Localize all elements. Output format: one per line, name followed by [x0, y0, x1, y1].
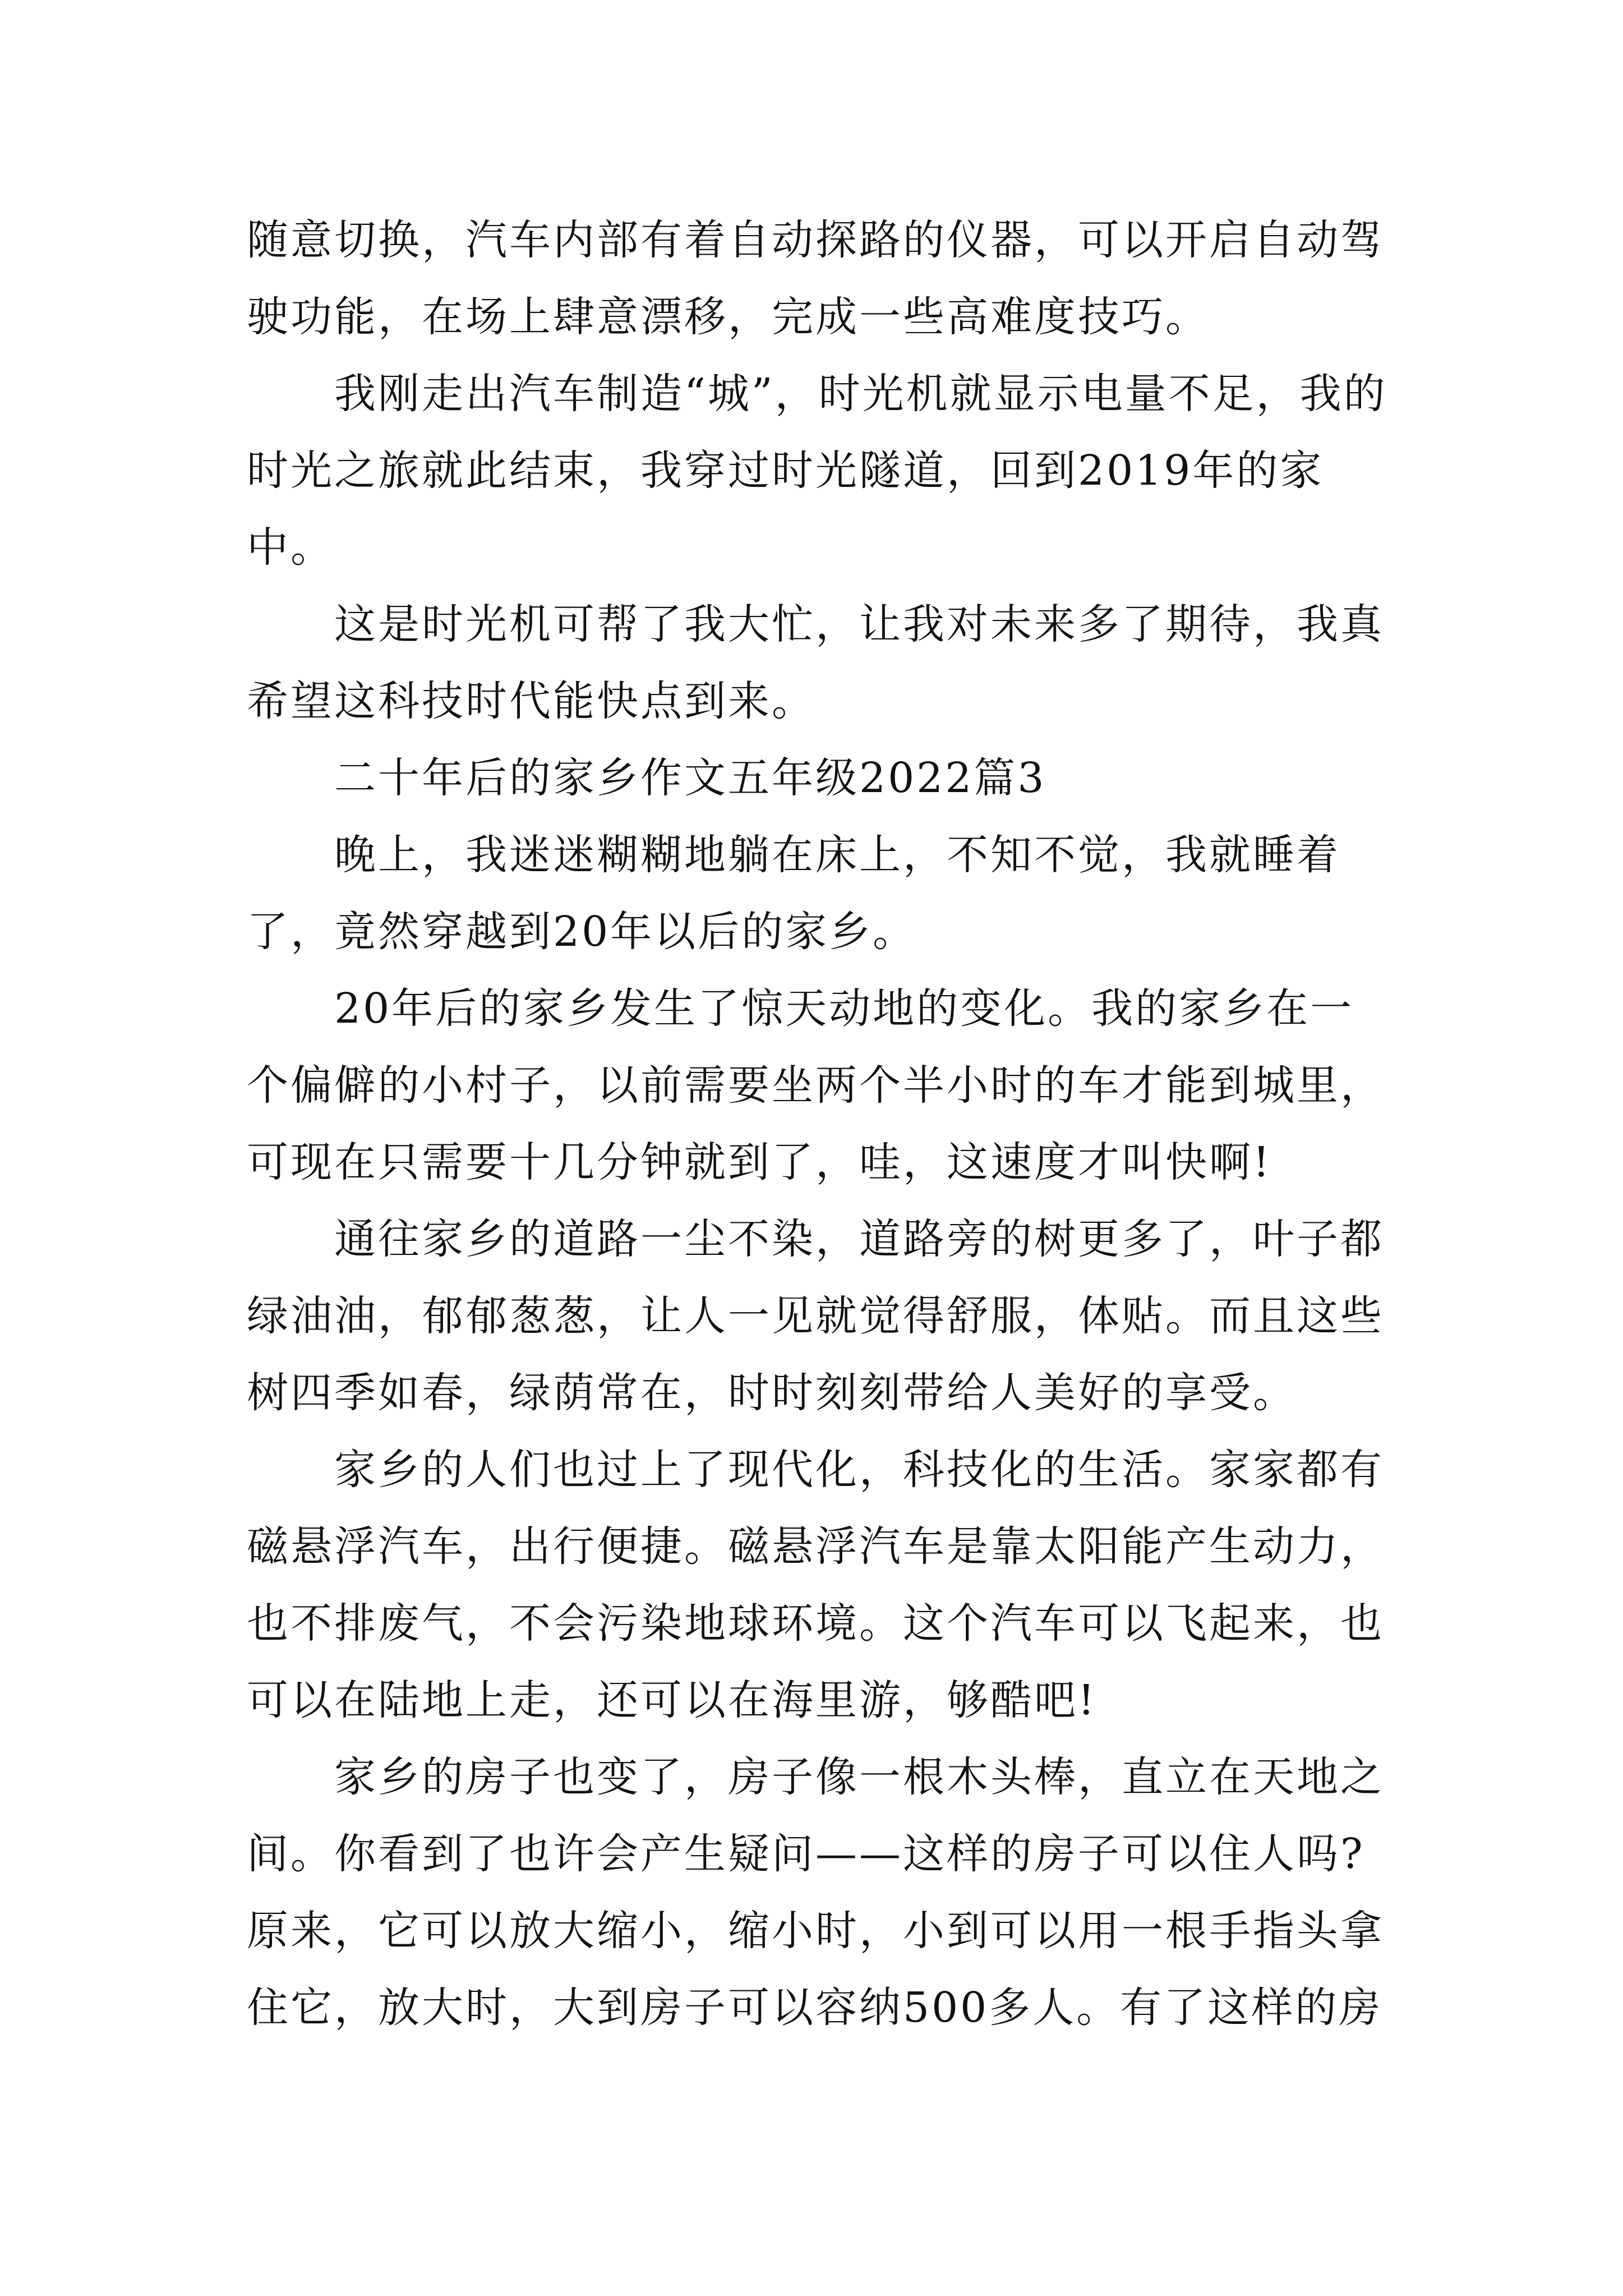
paragraph: 我刚走出汽车制造“城”，时光机就显示电量不足，我的时光之旅就此结束，我穿过时光隧道，回到2019年的家中。: [247, 370, 1387, 572]
section-heading: 二十年后的家乡作文五年级2022篇3: [334, 754, 1046, 802]
paragraph: 家乡的房子也变了，房子像一根木头棒，直立在天地之间。你看到了也许会产生疑问——这样的房子可以住人吗?原来，它可以放大缩小，缩小时，小到可以用一根手指头拿住它，放大时，大到房子可以容纳500多人。有了这样的房: [247, 1753, 1384, 2032]
paragraph: 20年后的家乡发生了惊天动地的变化。我的家乡在一个偏僻的小村子，以前需要坐两个半小时的车才能到城里，可现在只需要十几分钟就到了，哇，这速度才叫快啊!: [247, 984, 1384, 1186]
paragraph: 通往家乡的道路一尘不染，道路旁的树更多了，叶子都绿油油，郁郁葱葱，让人一见就觉得舒服，体贴。而且这些树四季如春，绿荫常在，时时刻刻带给人美好的享受。: [247, 1215, 1384, 1417]
document-body: [247, 202, 1391, 2046]
paragraph: 随意切换，汽车内部有着自动探路的仪器，可以开启自动驾驶功能，在场上肆意漂移，完成一些高难度技巧。: [247, 216, 1384, 341]
paragraph: 家乡的人们也过上了现代化，科技化的生活。家家都有磁悬浮汽车，出行便捷。磁悬浮汽车是靠太阳能产生动力，也不排废气，不会污染地球环境。这个汽车可以飞起来，也可以在陆地上走，还可以在海里游，够酷吧!: [247, 1446, 1384, 1724]
paragraph: 晚上，我迷迷糊糊地躺在床上，不知不觉，我就睡着了，竟然穿越到20年以后的家乡。: [247, 831, 1340, 956]
paragraph: 这是时光机可帮了我大忙，让我对未来多了期待，我真希望这科技时代能快点到来。: [247, 600, 1384, 725]
